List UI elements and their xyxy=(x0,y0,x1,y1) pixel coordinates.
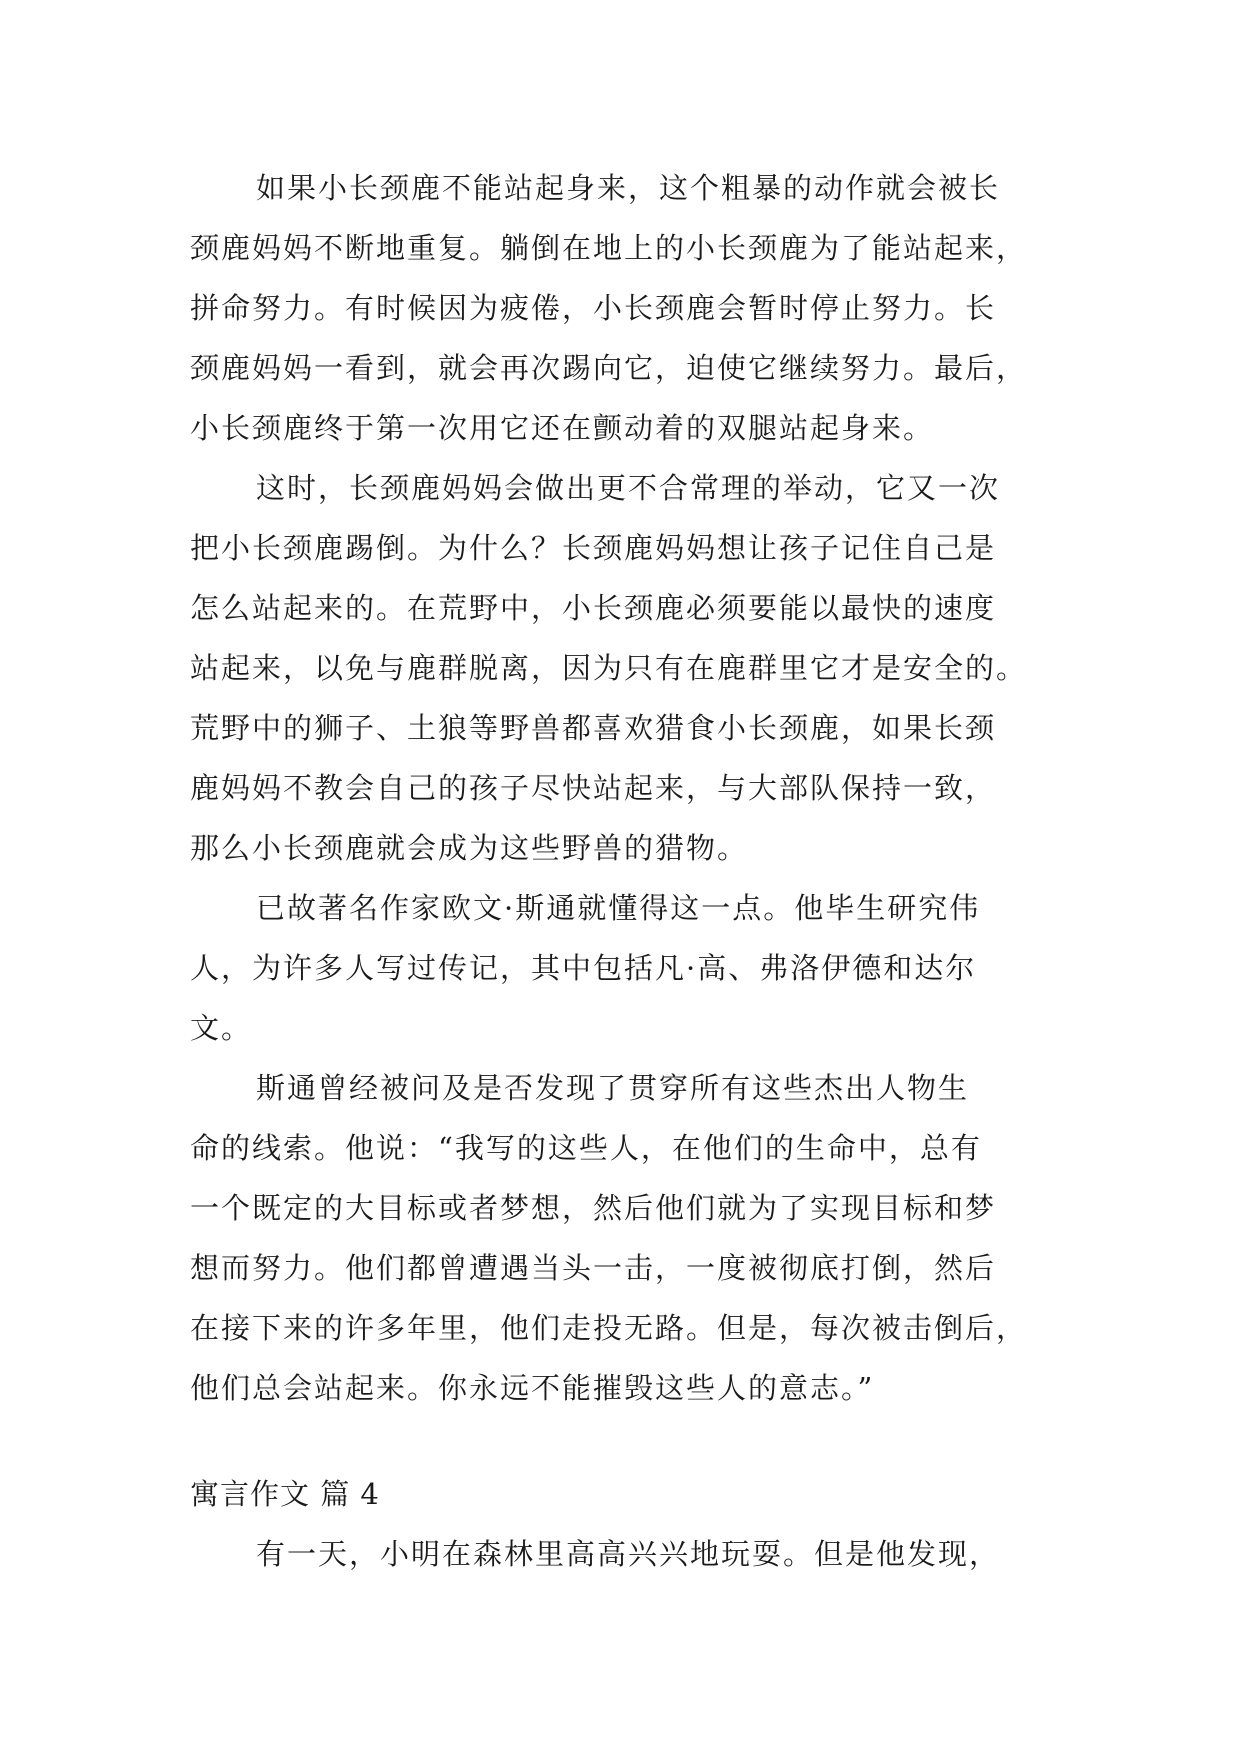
text-line: 站起来，以免与鹿群脱离，因为只有在鹿群里它才是安全的。 xyxy=(190,651,1028,685)
text-line: 小长颈鹿终于第一次用它还在颤动着的双腿站起身来。 xyxy=(190,411,935,445)
text-line: 把小长颈鹿踢倒。为什么？长颈鹿妈妈想让孩子记住自己是 xyxy=(190,531,997,565)
text-line: 命的线索。他说：“我写的这些人，在他们的生命中，总有 xyxy=(190,1131,982,1165)
text-line: 有一天，小明在森林里高高兴兴地玩耍。但是他发现， xyxy=(256,1537,1001,1571)
paragraph-irving-stone xyxy=(190,878,1090,1058)
text-line: 人，为许多人写过传记，其中包括凡·高、弗洛伊德和达尔 xyxy=(190,951,977,985)
text-line: 文。 xyxy=(190,1011,253,1045)
section-heading: 寓言作文 篇 4 xyxy=(190,1477,380,1511)
text-line: 在接下来的许多年里，他们走投无路。但是，每次被击倒后， xyxy=(190,1311,1028,1345)
paragraph-stone-quote xyxy=(190,1058,1090,1418)
paragraph-giraffe-kick xyxy=(190,158,1090,458)
text-line: 颈鹿妈妈一看到，就会再次踢向它，迫使它继续努力。最后， xyxy=(190,351,1028,385)
text-line: 这时，长颈鹿妈妈会做出更不合常理的举动，它又一次 xyxy=(256,471,1001,505)
text-line: 颈鹿妈妈不断地重复。躺倒在地上的小长颈鹿为了能站起来， xyxy=(190,231,1028,265)
section-spacer xyxy=(190,1418,1090,1464)
text-line: 斯通曾经被问及是否发现了贯穿所有这些杰出人物生 xyxy=(256,1071,970,1105)
text-line: 那么小长颈鹿就会成为这些野兽的猎物。 xyxy=(190,831,749,865)
text-line: 荒野中的狮子、土狼等野兽都喜欢猎食小长颈鹿，如果长颈 xyxy=(190,711,997,745)
text-line: 怎么站起来的。在荒野中，小长颈鹿必须要能以最快的速度 xyxy=(190,591,997,625)
text-line: 已故著名作家欧文·斯通就懂得这一点。他毕生研究伟 xyxy=(256,891,981,925)
text-line: 想而努力。他们都曾遭遇当头一击，一度被彻底打倒，然后 xyxy=(190,1251,997,1285)
text-line: 如果小长颈鹿不能站起身来，这个粗暴的动作就会被长 xyxy=(256,171,1001,205)
text-line: 一个既定的大目标或者梦想，然后他们就为了实现目标和梦 xyxy=(190,1191,997,1225)
paragraph-kicked-again xyxy=(190,458,1090,878)
paragraph-xiaoming xyxy=(190,1524,1090,1584)
text-line: 他们总会站起来。你永远不能摧毁这些人的意志。” xyxy=(190,1371,875,1405)
text-line: 拼命努力。有时候因为疲倦，小长颈鹿会暂时停止努力。长 xyxy=(190,291,997,325)
document-body xyxy=(190,158,1090,1584)
text-line: 鹿妈妈不教会自己的孩子尽快站起来，与大部队保持一致， xyxy=(190,771,997,805)
